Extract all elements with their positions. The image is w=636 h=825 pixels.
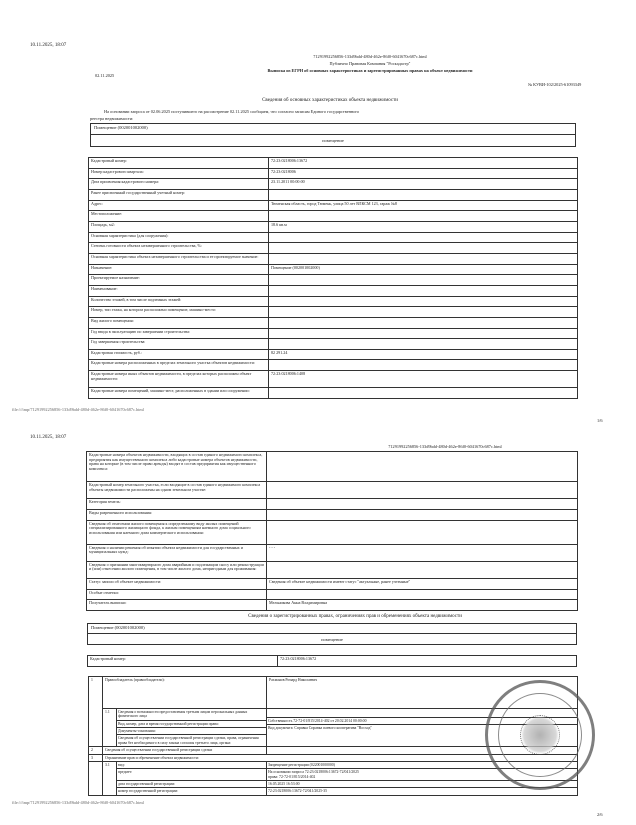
row-value — [269, 211, 578, 222]
object-code: Помещение (002001002000) — [91, 124, 575, 135]
cad-value: 72:23:0218006:13672 — [278, 656, 577, 667]
num-label: номер государственной регистрации: — [118, 788, 179, 793]
row-label: Наименование: — [89, 285, 269, 296]
row-value — [269, 243, 578, 254]
holder-label: Правообладатель (правообладатели): — [103, 677, 267, 709]
basis-value: На основании запроса 72:23:0218006:13672-72/041/2025 — [268, 770, 359, 775]
reg-value: Собственность 72-72-01/815/2014-402 от 20.02.2014 00:00:00 — [267, 718, 577, 725]
table-row — [87, 600, 578, 611]
characteristics-table-2 — [86, 451, 578, 611]
table-row — [89, 317, 578, 328]
holder-value: Рахманов Ричард Николаевич — [267, 677, 578, 709]
row-value: Сведения об объекте недвижимости имеют статус "актуальные, ранее учтенные" — [267, 578, 578, 589]
table-row — [87, 561, 578, 578]
print-datetime-2: 10.11.2025, 18:07 — [30, 435, 67, 440]
row-value — [269, 253, 578, 264]
row-label: Особые отметки: — [87, 589, 267, 600]
row-label: Кадастровые номера расположенных в пределах земельного участка объектов недвижимости: — [89, 360, 269, 371]
rights-title: Сведения о зарегистрированных правах, ограничениях прав и обременениях объекта недвижимости — [248, 614, 462, 619]
row-label: Площадь, м2: — [89, 221, 269, 232]
cadastral-number-table — [87, 655, 577, 667]
row-label: Вид жилого помещения: — [89, 317, 269, 328]
row-label: Год завершения строительства: — [89, 339, 269, 350]
table-row — [89, 179, 578, 190]
row-label: Основная характеристика (для сооружения): — [89, 232, 269, 243]
row-value: 23.11.2011 00:00:00 — [269, 179, 578, 190]
row-label: Кадастровые номера иных объектов недвижимости, в пределах которых расположен объект недвижимости: — [89, 371, 269, 388]
row-label: Дата присвоения кадастрового номера: — [89, 179, 269, 190]
row-label: Кадастровый номер земельного участка, если входящие в состав единого недвижимого комплекса объекты недвижимости расположены на одном земельном участке: — [87, 482, 267, 499]
footer-path-2: file:///tmp/71291992256856-133d9bdd-480d-462e-86f0-6041670c687c.html — [12, 800, 144, 805]
table-row — [89, 296, 578, 307]
table-row — [89, 232, 578, 243]
table-row — [89, 285, 578, 296]
kind-label: вид: — [117, 762, 266, 769]
table-row — [89, 211, 578, 222]
table-row — [89, 168, 578, 179]
row-num: 1 — [89, 677, 103, 747]
row-label: Кадастровая стоимость, руб.: — [89, 349, 269, 360]
row-label: Ранее присвоенный государственный учетный номер: — [89, 189, 269, 200]
row-value — [269, 388, 578, 399]
file-name-2: 71291992256856-133d9bdd-480d-462e-86f0-6041670c687c.html — [388, 444, 502, 449]
intro-text: На основании запроса от 02.06.2025 поступившего на рассмотрение 02.11.2025 сообщаем, что согласно записям Единого государственного — [104, 109, 360, 114]
row-label: Степень готовности объекта незавершенного строительства, %: — [89, 243, 269, 254]
row-value: - - - — [267, 544, 578, 561]
page-number-2: 2/6 — [597, 812, 603, 817]
row-value — [269, 232, 578, 243]
table-row — [87, 589, 578, 600]
table-row — [89, 307, 578, 318]
row-value — [269, 317, 578, 328]
object-header-box — [90, 123, 576, 147]
row-label: Количество этажей, в том числе подземных этажей: — [89, 296, 269, 307]
table-row — [87, 499, 578, 510]
row-label: Получатель выписки: — [87, 600, 267, 611]
n2-label: Сведения об осуществлении государственной регистрации сделки — [103, 747, 267, 754]
cad-label: Кадастровый номер: — [88, 656, 278, 667]
row-num: 2 — [89, 747, 103, 754]
row-label: Сведения об отнесении жилого помещения к определенному виду жилых помещений специализированного жилищного фонда, к жилым помещениям наемного дома социального использования или наемного дома коммерческого использования: — [87, 520, 267, 544]
row-value: 72:23:0218006:1408 — [269, 371, 578, 388]
row-value — [269, 189, 578, 200]
table-row — [89, 253, 578, 264]
table-row — [89, 275, 578, 286]
row-value: 72:23:0218006 — [269, 168, 578, 179]
row-value — [269, 328, 578, 339]
row-value — [267, 510, 578, 521]
characteristics-table — [88, 157, 578, 399]
row-num: 3 — [89, 754, 103, 761]
row-label: Кадастровые номера объектов недвижимости, входящих в состав единого недвижимого комплекса, предприятия как имущественного комплекса либо кадастровые номера объектов недвижимости, права на которые (в том числе право аренды) входят в состав предприятия как имущественного комплекса: — [87, 452, 267, 482]
row-label: Виды разрешенного использования: — [87, 510, 267, 521]
n3-label: Ограничение прав и обременение объекта недвижимости: — [103, 754, 578, 761]
row-value: Мельникова Анна Владимировна — [267, 600, 578, 611]
kind-value: Запрещение регистрации (022001000000) — [267, 762, 577, 769]
object-type: помещение — [322, 138, 344, 143]
table-row — [89, 349, 578, 360]
row-value — [267, 452, 578, 482]
row-label: Кадастровый номер: — [89, 158, 269, 169]
reg-label: Вид, номер, дата и время государственной регистрации права: — [117, 721, 266, 728]
table-row — [89, 371, 578, 388]
row-value — [267, 561, 578, 578]
date-value: 16.05.2025 16:53:00 — [267, 781, 577, 788]
date-label: дата государственной регистрации: — [117, 781, 266, 788]
intro-text-2: реестра недвижимости: — [90, 116, 134, 121]
table-row — [87, 520, 578, 544]
object-header-box-2 — [87, 623, 577, 645]
row-label: Назначение: — [89, 264, 269, 275]
row-label: Местоположение: — [89, 211, 269, 222]
basis-label: предмет: — [117, 769, 266, 780]
object-type-2: помещение — [321, 637, 343, 642]
row-label: Сведения о признании многоквартирного дома аварийным и подлежащим сносу или реконструкции и (или) отнесении жилого помещения, в том числе жилого дома, непригодным для проживания: — [87, 561, 267, 578]
row-label: Номер, тип этажа, на котором расположено помещение, машино-место: — [89, 307, 269, 318]
deal-label: Сведения об осуществлении государственной регистрации сделки, права, ограничения права без необходимого в силу закона согласия третьего лица, органа: — [118, 736, 259, 745]
row-label: Кадастровые номера помещений, машино-мест, расположенных в здании или сооружении: — [89, 388, 269, 399]
row-label: Номер кадастрового квартала: — [89, 168, 269, 179]
row-value: Помещение (002001002000) — [269, 264, 578, 275]
table-row — [87, 578, 578, 589]
row-value — [269, 360, 578, 371]
table-row — [89, 328, 578, 339]
table-row — [89, 243, 578, 254]
section-title: Сведения об основных характеристиках объекта недвижимости — [262, 98, 398, 103]
document-number: № КУВИ-102/2025-61093349 — [528, 82, 582, 87]
row-value: 82 291.24 — [269, 349, 578, 360]
file-name: 71291992256856-133d9bdd-480d-462e-86f0-6041670c687c.html — [313, 54, 427, 59]
row-label: Адрес: — [89, 200, 269, 211]
table-row — [89, 264, 578, 275]
num-value: 72:23:0218006:13672-72/041/2025-35 — [268, 789, 328, 794]
row-value — [267, 482, 578, 499]
row-value — [269, 285, 578, 296]
organization: Публично Правовая Компания "Роскадастр" — [329, 61, 411, 66]
row-value — [269, 275, 578, 286]
print-datetime: 10.11.2025, 18:07 — [30, 43, 67, 48]
table-row — [89, 221, 578, 232]
basis-value-2: права: 72-72-01/815/2014-402 — [268, 774, 316, 779]
pd-label: Сведения о возможности предоставления третьим лицам персональных данных физического лица — [117, 709, 266, 721]
document-date: 02.11.2025 — [95, 73, 115, 78]
row-value — [267, 520, 578, 544]
table-row — [87, 544, 578, 561]
footer-path: file:///tmp/71291992256856-133d9bdd-480d-462e-86f0-6041670c687c.html — [12, 407, 144, 412]
docs-value: Вид документа: Справка Справка паевого кооператива "Восход" — [268, 726, 372, 731]
table-row — [87, 482, 578, 499]
table-row — [89, 339, 578, 350]
row-label: Категория земель: — [87, 499, 267, 510]
official-stamp — [485, 680, 595, 790]
row-label: Сведения о наличии решения об изъятии объекта недвижимости для государственных и муниципальных нужд: — [87, 544, 267, 561]
docs-label: Документы-основания: — [117, 728, 266, 735]
document-title: Выписка из ЕГРН об основных характеристиках и зарегистрированных правах на объект недвижимости — [267, 68, 473, 73]
table-row — [87, 452, 578, 482]
row-label: Проектируемое назначение: — [89, 275, 269, 286]
table-row — [87, 510, 578, 521]
row-label: Год ввода в эксплуатацию по завершении строительства: — [89, 328, 269, 339]
row-num: 3.1 — [103, 761, 117, 795]
object-code-2: Помещение (002001002000) — [88, 624, 576, 634]
row-value — [269, 307, 578, 318]
row-value: Тюменская область, город Тюмень, улица 50 лет ВЛКСМ 123, гараж №8 — [269, 200, 578, 211]
row-label: Основная характеристика объекта незавершенного строительства и ее проектируемое значение: — [89, 253, 269, 264]
row-value: 72:23:0218006:13672 — [269, 158, 578, 169]
row-value — [267, 589, 578, 600]
row-value — [269, 339, 578, 350]
table-row — [89, 158, 578, 169]
row-label: Статус записи об объекте недвижимости: — [87, 578, 267, 589]
table-row — [89, 388, 578, 399]
page-number: 1/6 — [597, 418, 603, 423]
table-row — [89, 200, 578, 211]
row-num: 1.1 — [103, 709, 117, 747]
table-row — [89, 360, 578, 371]
row-value: 18.6 кв.м — [269, 221, 578, 232]
row-value — [269, 296, 578, 307]
row-value — [267, 499, 578, 510]
table-row — [89, 189, 578, 200]
